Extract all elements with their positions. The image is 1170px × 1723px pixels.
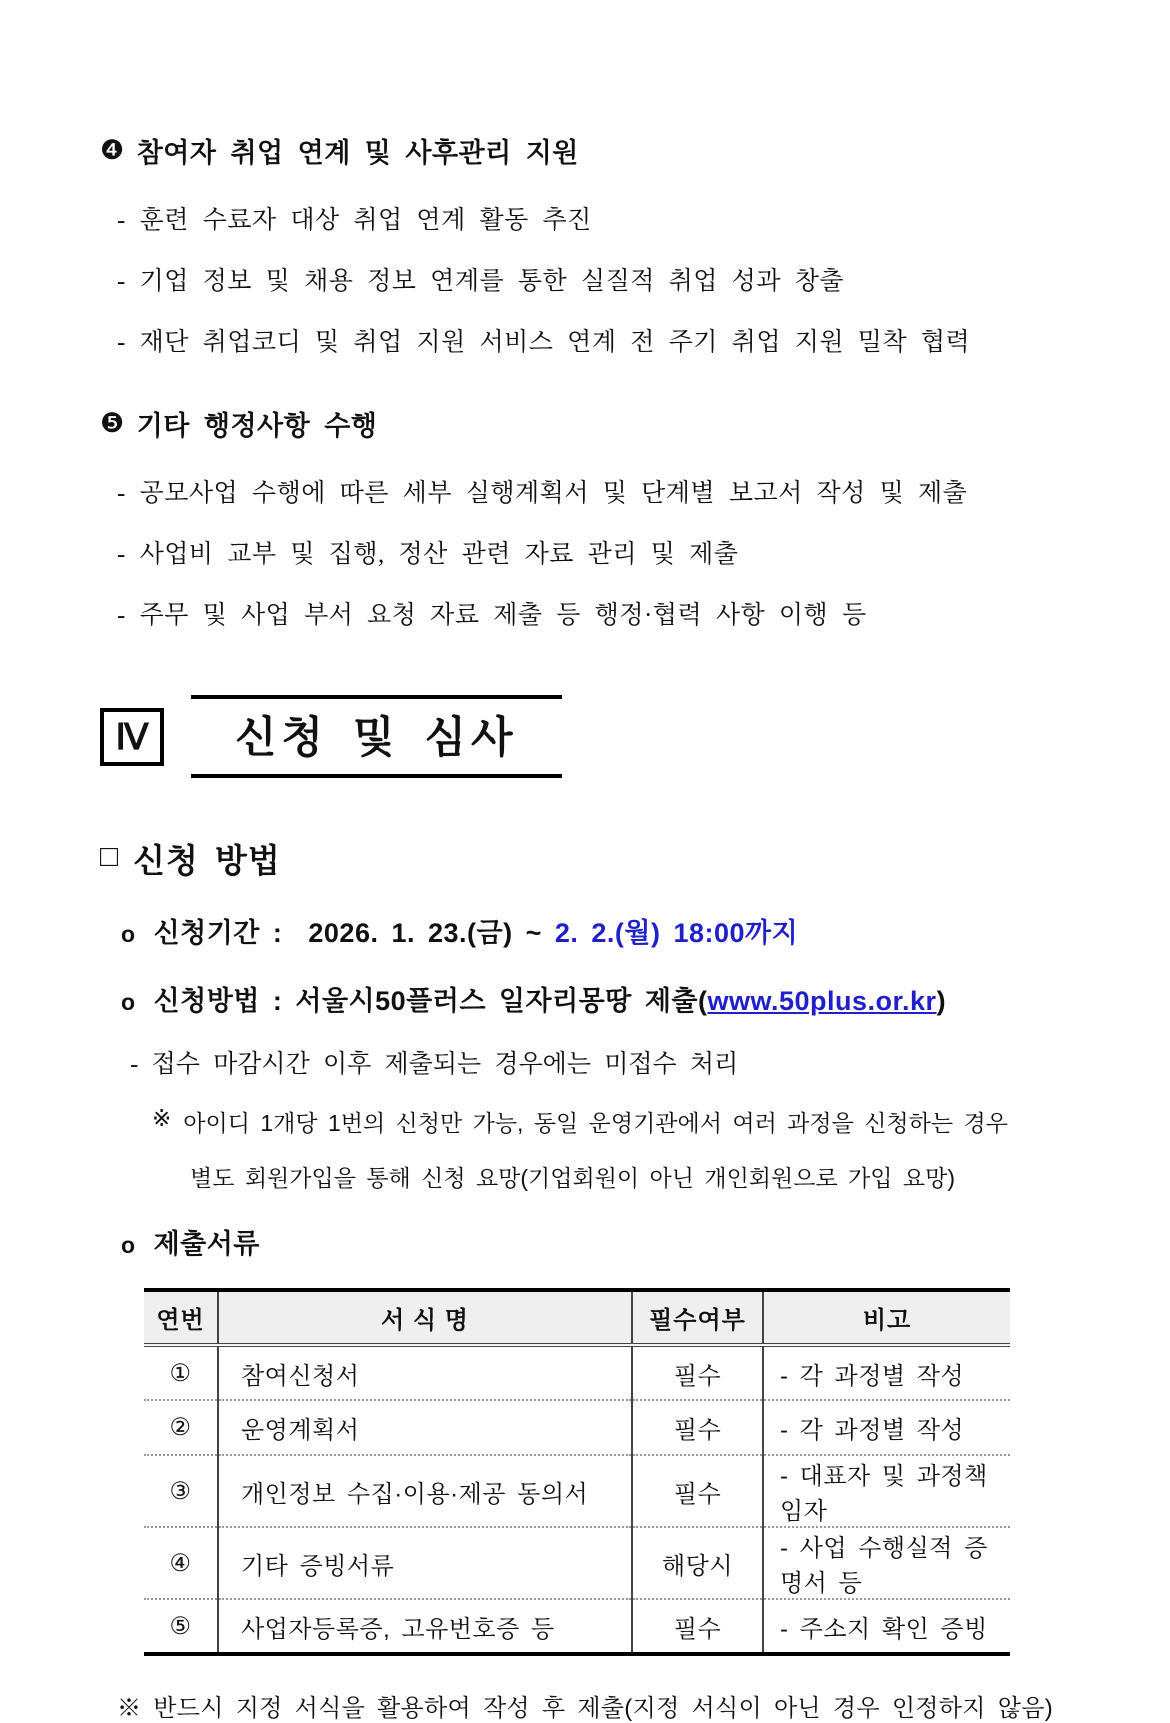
- row-no: ②: [144, 1400, 218, 1455]
- chapter-numeral-box: Ⅳ: [100, 708, 164, 766]
- form-requirement-footnote: ※ 반드시 지정 서식을 활용하여 작성 후 제출(지정 서식이 아닌 경우 인정하지 않음): [117, 1695, 1053, 1722]
- row-note: - 대표자 및 과정책임자: [763, 1455, 1010, 1527]
- reference-mark-icon: ※: [152, 1105, 172, 1131]
- section-4-item: - 기업 정보 및 채용 정보 연계를 통한 실질적 취업 성과 창출: [117, 268, 845, 295]
- row-note: - 주소지 확인 증빙: [763, 1599, 1010, 1654]
- apply-method-heading: [100, 835, 1090, 882]
- deadline-note: - 접수 마감시간 이후 제출되는 경우에는 미접수 처리: [130, 1051, 739, 1078]
- 50plus-website-link[interactable]: www.50plus.or.kr: [707, 986, 937, 1016]
- row-form: 기타 증빙서류: [218, 1527, 632, 1599]
- table-row: [144, 1455, 1010, 1527]
- section-5-item: - 주무 및 사업 부서 요청 자료 제출 등 행정·협력 사항 이행 등: [117, 602, 867, 629]
- row-required: 필수: [632, 1400, 763, 1455]
- id-note-line1: [100, 1105, 1090, 1138]
- chapter-title: 신청 및 심사: [191, 695, 562, 778]
- section-5-title: 기타 행정사항 수행: [136, 411, 378, 441]
- section-5-item: - 사업비 교부 및 집행, 정산 관련 자료 관리 및 제출: [117, 541, 739, 568]
- application-period-start: 2026. 1. 23.(금) ~: [282, 918, 555, 948]
- section-4-heading: [100, 131, 1090, 170]
- apply-method-title: 신청 방법: [133, 842, 281, 879]
- section-4-title: 참여자 취업 연계 및 사후관리 지원: [136, 138, 579, 168]
- submission-docs-label: 제출서류: [153, 1229, 260, 1259]
- application-period-line: [100, 911, 1090, 950]
- application-method-line: [100, 979, 1090, 1018]
- table-row: [144, 1400, 1010, 1455]
- submission-docs-table: [144, 1288, 1010, 1656]
- row-form: 개인정보 수집·이용·제공 동의서: [218, 1455, 632, 1527]
- application-period-label: 신청기간 :: [153, 918, 283, 948]
- table-header-row: [144, 1290, 1010, 1345]
- table-row: [144, 1599, 1010, 1654]
- row-note: - 각 과정별 작성: [763, 1345, 1010, 1400]
- row-no: ③: [144, 1455, 218, 1527]
- row-form: 참여신청서: [218, 1345, 632, 1400]
- row-required: 필수: [632, 1345, 763, 1400]
- id-note-text1: 아이디 1개당 1번의 신청만 가능, 동일 운영기관에서 여러 과정을 신청하는 경우: [183, 1110, 1008, 1136]
- section-4-item: - 훈련 수료자 대상 취업 연계 활동 추진: [117, 207, 592, 234]
- row-form: 운영계획서: [218, 1400, 632, 1455]
- circle-bullet-icon: o: [121, 1232, 136, 1258]
- row-no: ①: [169, 1359, 192, 1387]
- application-method-label: 신청방법 :: [153, 986, 283, 1016]
- circle-bullet-icon: o: [121, 921, 136, 947]
- table-row: [144, 1527, 1010, 1599]
- col-header-no: 연번: [144, 1290, 218, 1345]
- section-5-heading: [100, 404, 1090, 443]
- circled-5-icon: ❺: [100, 408, 125, 438]
- id-note-line2: 별도 회원가입을 통해 신청 요망(기업회원이 아닌 개인회원으로 가입 요망): [190, 1165, 955, 1191]
- section-4-item: - 재단 취업코디 및 취업 지원 서비스 연계 전 주기 취업 지원 밀착 협력: [117, 329, 971, 356]
- row-required: 해당시: [632, 1527, 763, 1599]
- col-header-note: 비고: [763, 1290, 1010, 1345]
- square-bullet-icon: □: [100, 839, 120, 873]
- row-no: ④: [144, 1527, 218, 1599]
- circle-bullet-icon: o: [121, 989, 136, 1015]
- application-period-text: [154, 911, 799, 950]
- application-method-text: [154, 979, 947, 1018]
- col-header-required: 필수여부: [632, 1290, 763, 1345]
- row-no: ⑤: [144, 1599, 218, 1654]
- row-required: 필수: [632, 1455, 763, 1527]
- table-row: [144, 1345, 1010, 1400]
- row-required: 필수: [632, 1599, 763, 1654]
- row-form: 사업자등록증, 고유번호증 등: [218, 1599, 632, 1654]
- row-note: - 사업 수행실적 증명서 등: [763, 1527, 1010, 1599]
- row-note: - 각 과정별 작성: [763, 1400, 1010, 1455]
- application-method-paren: ): [936, 986, 947, 1016]
- application-method-desc: 서울시50플러스 일자리몽땅 제출(: [282, 986, 708, 1016]
- circled-4-icon: ❹: [100, 135, 125, 165]
- section-5-item: - 공모사업 수행에 따른 세부 실행계획서 및 단계별 보고서 작성 및 제출: [117, 480, 968, 507]
- chapter-banner: [100, 695, 1090, 778]
- col-header-form: 서 식 명: [218, 1290, 632, 1345]
- submission-docs-heading: [100, 1222, 1090, 1261]
- application-period-deadline: 2. 2.(월) 18:00까지: [554, 918, 799, 948]
